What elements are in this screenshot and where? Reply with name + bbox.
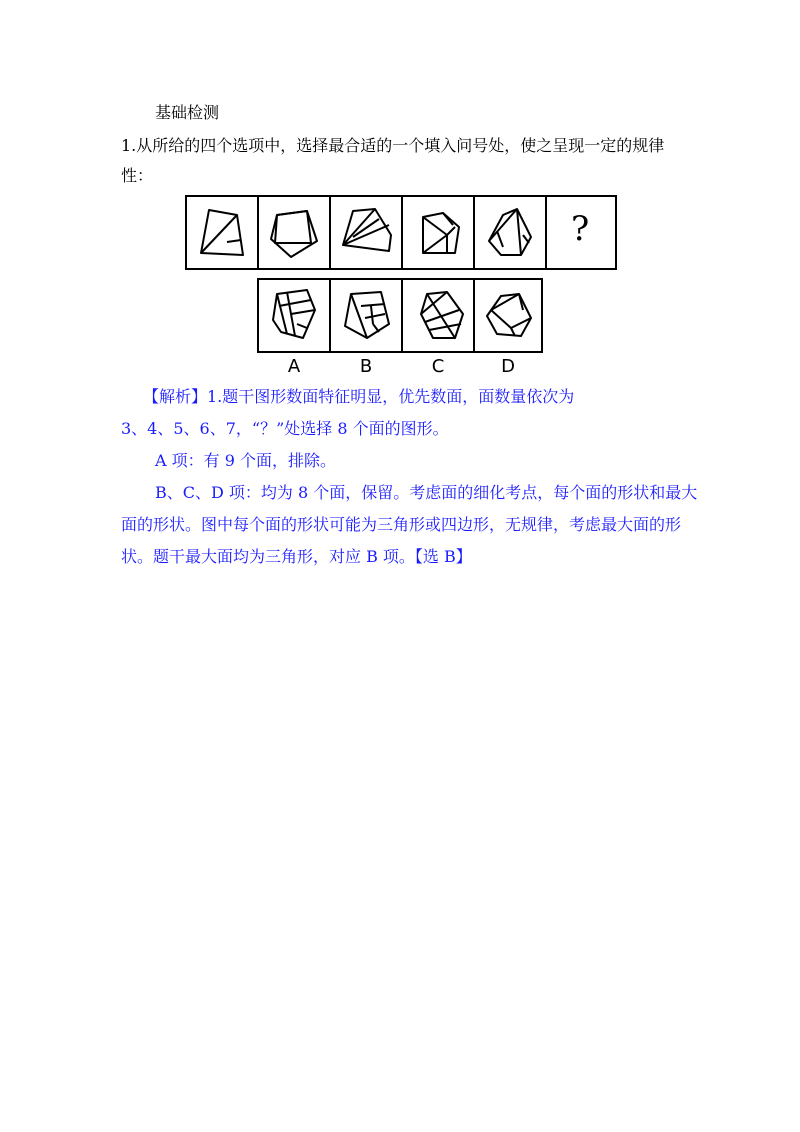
- question-line-2: 性：: [121, 166, 154, 185]
- question-mark: ?: [571, 209, 590, 249]
- analysis-line-6: 状。题干最大面均为三角形，对应 B 项。【选 B】: [121, 547, 472, 566]
- option-figure-b[interactable]: [329, 278, 403, 353]
- option-label-a: A: [287, 356, 301, 377]
- section-title: 基础检测: [155, 103, 220, 122]
- stem-figure-5: [473, 195, 547, 270]
- option-label-c: C: [431, 356, 445, 377]
- stem-figure-1: [185, 195, 259, 270]
- analysis-line-2: 3、4、5、6、7，“？”处选择 8 个面的图形。: [121, 419, 449, 438]
- option-label-b: B: [359, 356, 373, 377]
- option-figure-d[interactable]: [473, 278, 543, 353]
- analysis-line-4: B、C、D 项：均为 8 个面，保留。考虑面的细化考点，每个面的形状和最大: [155, 483, 698, 502]
- stem-figure-4: [401, 195, 475, 270]
- question-line-1: 1.从所给的四个选项中，选择最合适的一个填入问号处，使之呈现一定的规律: [121, 136, 665, 155]
- option-label-d: D: [501, 356, 515, 377]
- stem-figure-2: [257, 195, 331, 270]
- option-figure-c[interactable]: [401, 278, 475, 353]
- analysis-line-1: 【解析】1.题干图形数面特征明显，优先数面，面数量依次为: [143, 387, 575, 406]
- option-figure-a[interactable]: [257, 278, 331, 353]
- stem-figure-question: [545, 195, 617, 270]
- analysis-line-3: A 项：有 9 个面，排除。: [155, 451, 336, 470]
- analysis-line-5: 面的形状。图中每个面的形状可能为三角形或四边形，无规律，考虑最大面的形: [121, 515, 682, 534]
- stem-figure-3: [329, 195, 403, 270]
